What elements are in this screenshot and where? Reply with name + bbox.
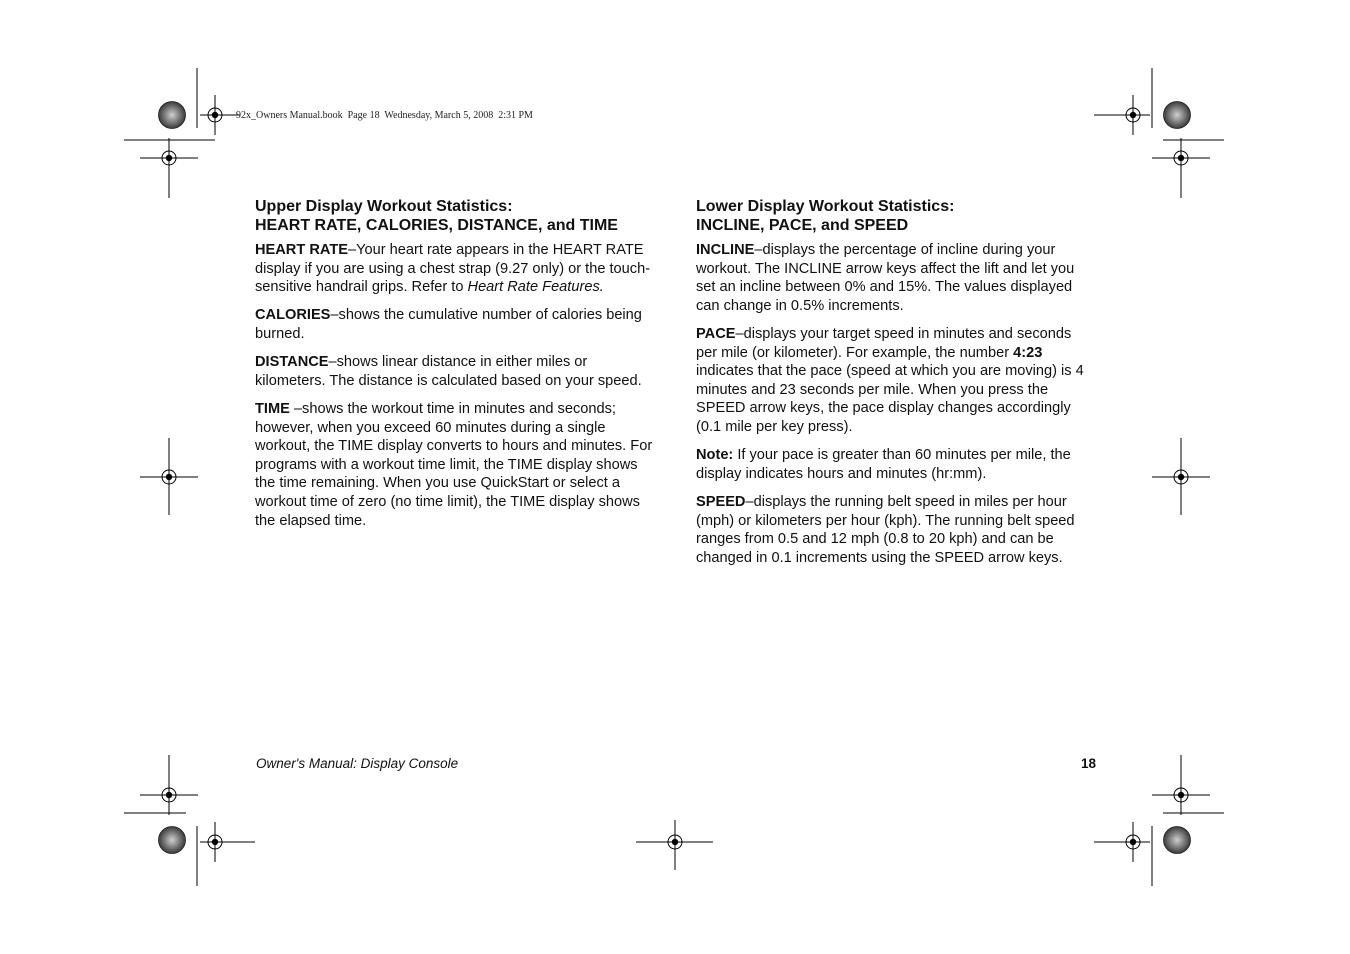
paragraph-text: –Your heart rate appears in the HEART RATE display if you are using a chest strap (9.27 only) or the touch-sensitive handrail grips. Refer to <box>255 242 651 296</box>
term-incline: INCLINE <box>696 242 755 258</box>
calories-paragraph <box>255 306 655 343</box>
paragraph-text: –shows linear distance in either miles or kilometers. The distance is calculated based on your speed. <box>255 354 642 389</box>
paragraph-text: indicates that the pace (speed at which you are moving) is 4 minutes and 23 seconds per mile. When you press the SPEED arrow keys, the pace display changes accordingly (0.1 mile per key press). <box>696 363 1084 435</box>
page-number: 18 <box>1080 756 1096 771</box>
heading-line: INCLINE, PACE, and SPEED <box>696 217 909 234</box>
footer-title: Owner's Manual: Display Console <box>256 756 459 771</box>
term-pace: PACE <box>696 325 736 342</box>
incline-paragraph <box>696 241 1096 315</box>
heading-line: HEART RATE, CALORIES, DISTANCE, and TIME <box>255 217 618 234</box>
note-label: Note: <box>696 447 734 464</box>
time-paragraph <box>255 400 655 530</box>
distance-paragraph <box>255 353 655 390</box>
upper-display-section <box>255 197 655 540</box>
paragraph-text: . <box>599 279 604 296</box>
heading-line: Lower Display Workout Statistics: <box>696 198 955 215</box>
pace-paragraph <box>696 325 1096 437</box>
upper-display-heading <box>255 197 655 235</box>
term-heart-rate: HEART RATE <box>255 242 348 258</box>
cross-reference: Heart Rate Features <box>467 279 600 296</box>
paragraph-text: –displays your target speed in minutes and seconds per mile (or kilometer). For example, the number <box>696 325 1072 361</box>
lower-display-section <box>696 197 1096 577</box>
term-speed: SPEED <box>696 493 746 510</box>
term-time: TIME <box>255 400 290 417</box>
lower-display-heading <box>696 197 1096 235</box>
paragraph-text: –shows the workout time in minutes and seconds; however, when you exceed 60 minutes during a single workout, the TIME display converts to hours and minutes. For programs with a workout time limit, the TIME display shows the time remaining. When you use QuickStart or select a workout time of zero (no time limit), the TIME display shows the elapsed time. <box>255 400 653 529</box>
term-calories: CALORIES <box>255 307 331 324</box>
note-paragraph <box>696 446 1096 483</box>
heading-line: Upper Display Workout Statistics: <box>255 198 513 215</box>
pace-example-value: 4:23 <box>1013 344 1043 361</box>
term-distance: DISTANCE <box>255 354 329 371</box>
paragraph-text: If your pace is greater than 60 minutes per mile, the display indicates hours and minutes (hr:mm). <box>696 447 1071 482</box>
heart-rate-paragraph <box>255 241 655 297</box>
paragraph-text: –displays the percentage of incline during your workout. The INCLINE arrow keys affect the lift and let you set an incline between 0% and 15%. The values displayed can change in 0.5% increments. <box>696 242 1075 314</box>
print-slug-line: 92x_Owners Manual.book Page 18 Wednesday, March 5, 2008 2:31 PM <box>236 110 533 121</box>
speed-paragraph <box>696 493 1096 567</box>
paragraph-text: –shows the cumulative number of calories being burned. <box>255 307 642 342</box>
paragraph-text: –displays the running belt speed in miles per hour (mph) or kilometers per hour (kph). The running belt speed ranges from 0.5 and 12 mph (0.8 to 20 kph) and can be changed in 0.1 increments using the SPEED arrow keys. <box>696 493 1075 566</box>
